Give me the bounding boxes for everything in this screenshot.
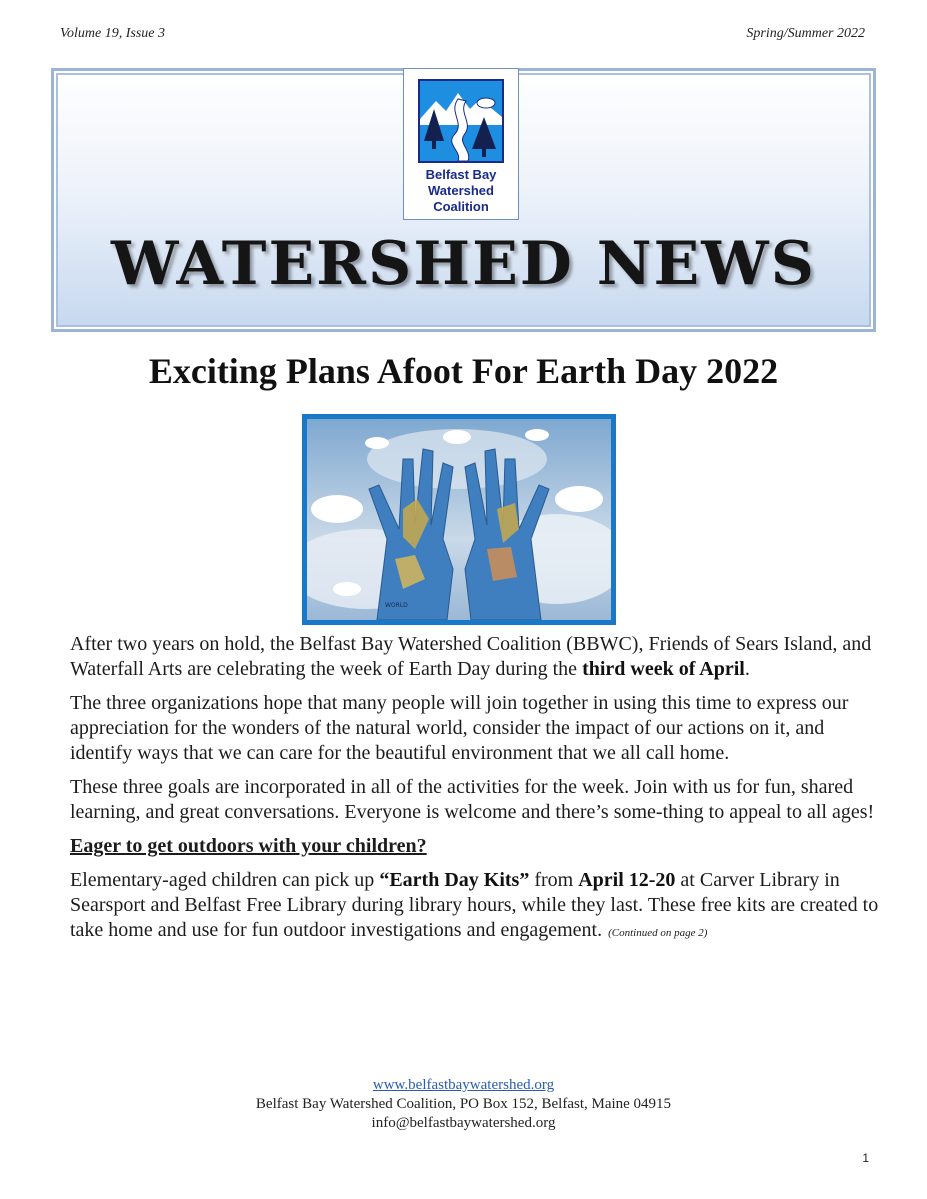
website-link[interactable]: www.belfastbaywatershed.org — [372, 1077, 555, 1093]
page-footer — [0, 1076, 927, 1133]
season-date: Spring/Summer 2022 — [746, 26, 865, 41]
page-number: 1 — [862, 1151, 869, 1165]
continued-note: (Continued on page 2) — [608, 927, 708, 939]
paragraph-2: The three organizations hope that many people will join together in using this time to express our appreciation for the wonders of the natural world, consider the impact of our actions on it, and identify ways that we can care for the beautiful environment that we all call home. — [70, 692, 849, 764]
section-subheading: Eager to get outdoors with your children? — [70, 835, 427, 857]
contact-email: info@belfastbaywatershed.org — [371, 1115, 556, 1131]
watershed-logo-icon — [418, 79, 504, 163]
earth-day-photo — [302, 414, 616, 625]
paragraph-4: Elementary-aged children can pick up “Earth Day Kits” from April 12-20 at Carver Library in Searsport and Belfast Free Library during library hours, while they last. These free kits are created to take home and use for fun outdoor investigations and engagement. (Continued on page 2) — [70, 869, 879, 941]
logo-text: Belfast Bay Watershed Coalition — [425, 167, 497, 214]
masthead-banner — [51, 68, 876, 332]
bbwc-logo — [403, 68, 519, 220]
article-headline: Exciting Plans Afoot For Earth Day 2022 — [148, 351, 779, 391]
newsletter-title: WATERSHED NEWS — [110, 229, 817, 299]
paragraph-3: These three goals are incorporated in all of the activities for the week. Join with us for fun, shared learning, and great conversations. Everyone is welcome and there’s some-thing to appeal to all ages! — [70, 776, 875, 823]
hands-with-doves-image — [307, 419, 611, 620]
volume-issue: Volume 19, Issue 3 — [60, 26, 165, 41]
photo-caption: WORLD — [385, 602, 408, 609]
article-body — [70, 632, 882, 955]
paragraph-1: After two years on hold, the Belfast Bay Watershed Coalition (BBWC), Friends of Sears Island, and Waterfall Arts are celebrating the week of Earth Day during the third week of April. — [70, 633, 872, 680]
mailing-address: Belfast Bay Watershed Coalition, PO Box 152, Belfast, Maine 04915 — [255, 1096, 672, 1112]
